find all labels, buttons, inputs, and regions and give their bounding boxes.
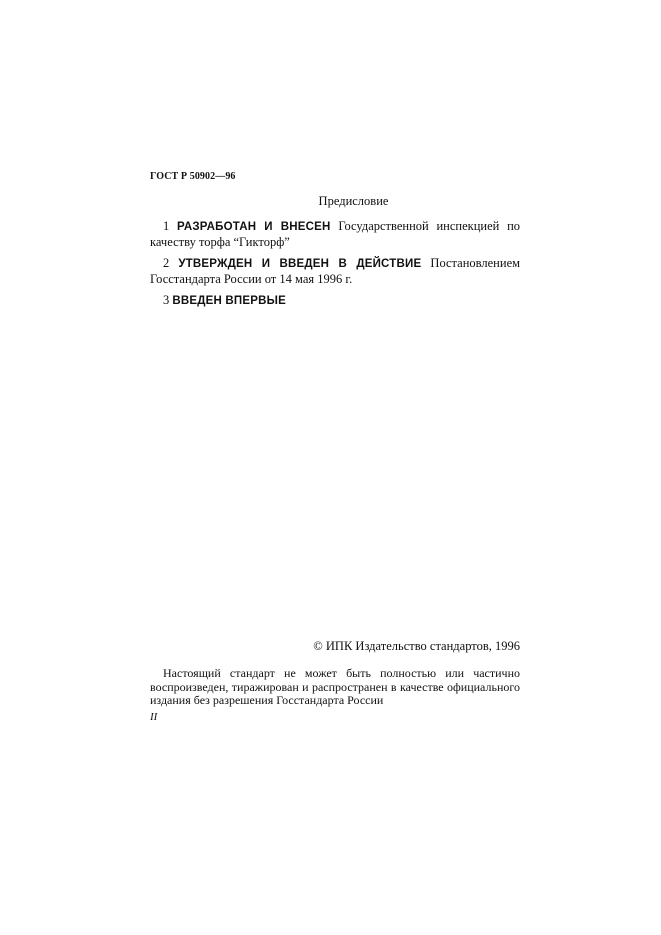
preface-item-3 [150,293,520,309]
preface-title: Предисловие [318,194,389,208]
preface-item-1-lead: РАЗРАБОТАН И ВНЕСЕН [177,221,331,233]
preface-item-3-lead: ВВЕДЕН ВПЕРВЫЕ [172,295,286,307]
preface-item-1 [150,219,520,250]
preface-item-2-lead: УТВЕРЖДЕН И ВВЕДЕН В ДЕЙСТВИЕ [178,258,422,270]
preface-item-2 [150,256,520,287]
page-number: II [150,711,158,723]
copyright-line: © ИПК Издательство стандартов, 1996 [313,639,520,653]
preface-item-3-number: 3 [163,293,170,307]
preface-item-2-text: Постановлением Госстандарта России от 14 мая 1996 г. [150,256,521,286]
preface-item-1-number: 1 [163,219,170,233]
preface-item-1-text: Государственной инспекцией по качеству торфа “Гикторф” [150,219,521,249]
document-code: ГОСТ Р 50902—96 [150,171,236,182]
preface-item-2-number: 2 [163,256,170,270]
reproduction-notice: Настоящий стандарт не может быть полностью или частично воспроизведен, тиражирован и распространен в качестве официального издания без разрешения Госстандарта России [150,666,520,707]
